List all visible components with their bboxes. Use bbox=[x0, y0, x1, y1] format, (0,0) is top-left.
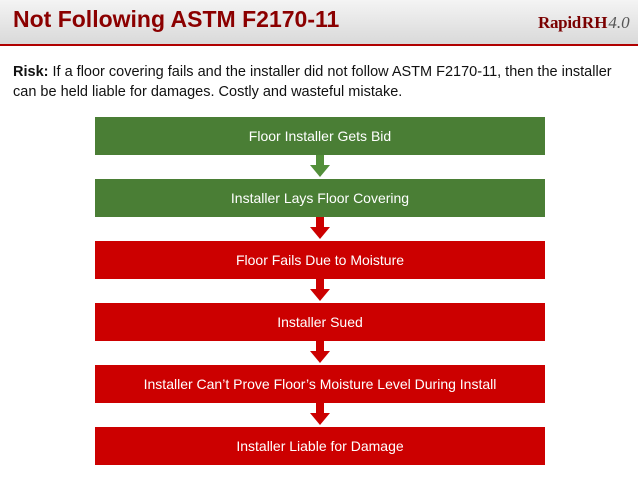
risk-label: Risk: bbox=[13, 64, 49, 80]
flow-step-label: Installer Liable for Damage bbox=[236, 438, 404, 454]
flow-step-floor-installer-gets-bid bbox=[95, 117, 545, 155]
risk-text: If a floor covering fails and the installer did not follow ASTM F2170-11, then the installer can be held liable for damages. Costly and wasteful mistake. bbox=[13, 64, 612, 100]
flow-step-label: Installer Lays Floor Covering bbox=[230, 190, 410, 206]
flow-step-label: Floor Installer Gets Bid bbox=[248, 128, 392, 144]
logo-rh: RH bbox=[581, 13, 608, 32]
slide-title: Not Following ASTM F2170-11 bbox=[13, 6, 340, 32]
rapid-rh-logo bbox=[538, 13, 630, 33]
flow-step-label: Floor Fails Due to Moisture bbox=[235, 252, 405, 268]
flow-arrow-icon bbox=[310, 279, 330, 301]
flow-step-label: Installer Can’t Prove Floor’s Moisture Level During Install bbox=[143, 376, 497, 392]
flow-arrow-icon bbox=[310, 403, 330, 425]
risk-statement bbox=[13, 62, 628, 102]
flow-step-installer-sued bbox=[95, 303, 545, 341]
flow-arrow-icon bbox=[310, 155, 330, 177]
flow-step-installer-lays-floor-covering bbox=[95, 179, 545, 217]
logo-version: 4.0 bbox=[608, 13, 630, 32]
flow-step-floor-fails-due-to-moisture bbox=[95, 241, 545, 279]
flow-step-label: Installer Sued bbox=[277, 314, 363, 330]
logo-rapid: Rapid bbox=[538, 13, 581, 32]
flow-arrow-icon bbox=[310, 217, 330, 239]
flow-arrow-icon bbox=[310, 341, 330, 363]
slide-header bbox=[0, 0, 638, 46]
flow-step-installer-liable-for-damage bbox=[95, 427, 545, 465]
flow-step-installer-cant-prove-moisture-level bbox=[95, 365, 545, 403]
